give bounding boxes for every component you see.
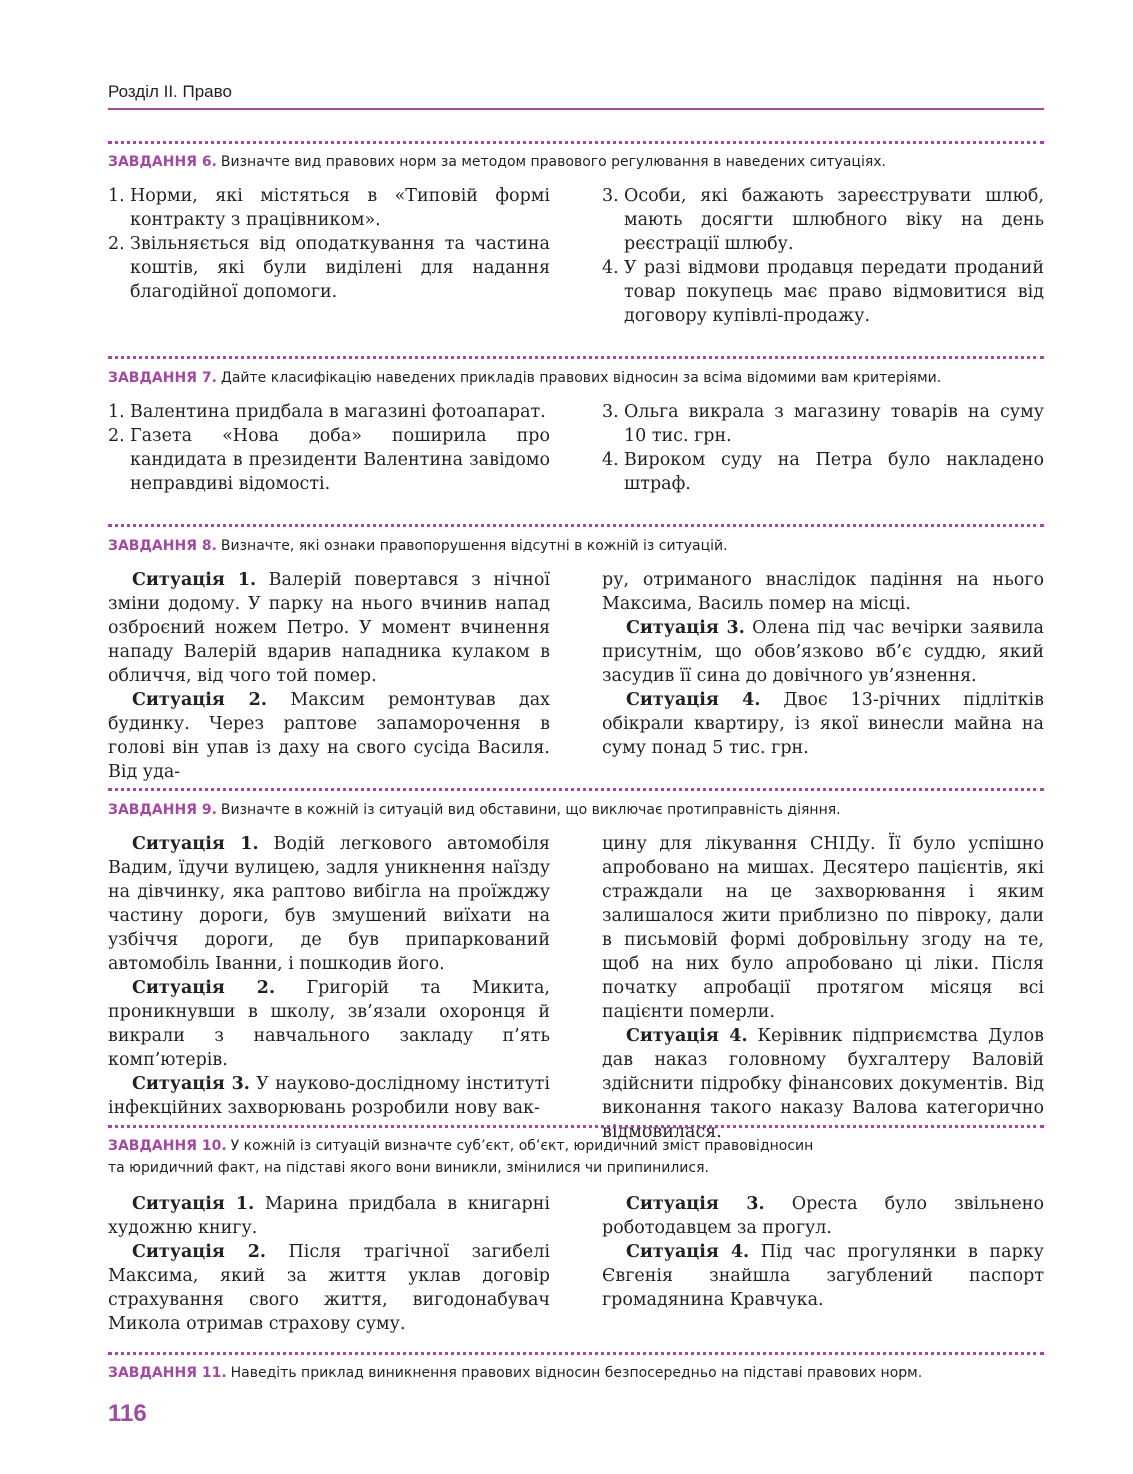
situation-3: Ситуація 3. Ореста було звільнено роботодавцем за прогул.: [602, 1194, 1044, 1238]
dotted-separator: [108, 788, 1044, 791]
task-8-right-column: [602, 568, 1044, 760]
situation-4: Ситуація 4. Керівник підприємства Дулов дав наказ головному бухгалтеру Валовій здійснити підробку фінансових документів. Від виконання такого наказу Валова категорично відмовилася.: [602, 1026, 1044, 1142]
situation-4: Ситуація 4. Двоє 13-річних підлітків обікрали квартиру, із якої винесли майна на суму понад 5 тис. грн.: [602, 690, 1044, 758]
dotted-separator: [108, 141, 1044, 144]
task-10-left-column: [108, 1192, 550, 1336]
task-text: У кожній із ситуацій визначте суб’єкт, об’єкт, юридичний зміст правовідносин: [230, 1138, 814, 1154]
situation-3: Ситуація 3. Олена під час вечірки заявила присутнім, що обов’язково вб’є суддю, який засудив її сина до довічного ув’язнення.: [602, 618, 1044, 686]
dotted-separator: [108, 1125, 1044, 1128]
situation-2: Ситуація 2. Григорій та Микита, проникнувши в школу, зв’язали охоронця й викрали з навчального закладу п’ять комп’ютерів.: [108, 978, 550, 1070]
situation-1: Ситуація 1. Валерій повертався з нічної зміни додому. У парку на нього вчинив напад озброєний ножем Петро. У момент вчинення нападу Валерій вдарив нападника кулаком в обличчя, від чого той помер.: [108, 570, 550, 686]
list-item: 3. Ольга викрала з магазину товарів на суму 10 тис. грн.: [602, 402, 1044, 446]
task-label: ЗАВДАННЯ 11.: [108, 1365, 227, 1381]
situation-2: Ситуація 2. Максим ремонтував дах будинку. Через раптове запаморочення в голові він упав із даху на свого сусіда Василя. Від уда-: [108, 690, 550, 782]
task-9-heading: [108, 799, 1044, 821]
list-item: 1. Валентина придбала в магазині фотоапарат.: [108, 402, 546, 422]
dotted-separator: [108, 356, 1044, 359]
task-9-right-column: [602, 832, 1044, 1144]
situation-1: Ситуація 1. Марина придбала в книгарні художню книгу.: [108, 1194, 550, 1238]
task-6-right-column: [602, 184, 1044, 328]
task-label: ЗАВДАННЯ 9.: [108, 802, 217, 818]
dotted-separator: [108, 524, 1044, 527]
situation-2: Ситуація 2. Після трагічної загибелі Максима, який за життя уклав договір страхування свого життя, вигодонабувач Микола отримав страхову суму.: [108, 1242, 550, 1334]
list-item: 2. Звільняється від оподаткування та частина коштів, які були виділені для надання благодійної допомоги.: [108, 234, 550, 302]
task-text: Наведіть приклад виникнення правових відносин безпосередньо на підставі правових норм.: [230, 1365, 923, 1381]
list-item: 4. У разі відмови продавця передати проданий товар покупець має право відмовитися від договору купівлі-продажу.: [602, 258, 1044, 326]
list-item: 1. Норми, які містяться в «Типовій формі контракту з працівником».: [108, 186, 550, 230]
task-text: Визначте, які ознаки правопорушення відсутні в кожній із ситуацій.: [220, 538, 728, 554]
task-label: ЗАВДАННЯ 7.: [108, 370, 217, 386]
situation-4: Ситуація 4. Під час прогулянки в парку Євгенія знайшла загублений паспорт громадянина Кравчука.: [602, 1242, 1044, 1310]
task-text: Визначте в кожній із ситуацій вид обставини, що виключає протиправність діяння.: [220, 802, 841, 818]
task-label: ЗАВДАННЯ 8.: [108, 538, 217, 554]
task-8-heading: [108, 535, 1044, 557]
task-7-left-column: [108, 400, 550, 496]
page-number: 116: [108, 1400, 147, 1427]
task-label: ЗАВДАННЯ 6.: [108, 154, 217, 170]
task-8-left-column: [108, 568, 550, 784]
task-label: ЗАВДАННЯ 10.: [108, 1138, 227, 1154]
list-item: 3. Особи, які бажають зареєструвати шлюб, мають досягти шлюбного віку на день реєстрації шлюбу.: [602, 186, 1044, 254]
list-item: 4. Вироком суду на Петра було накладено штраф.: [602, 450, 1044, 494]
task-6-heading: [108, 151, 1044, 173]
task-text-line-2: та юридичний факт, на підставі якого вони виникли, змінилися чи припинилися.: [108, 1160, 709, 1176]
situation-3: Ситуація 3. У науково-дослідному інституті інфекційних захворювань розробили нову вак-: [108, 1074, 550, 1118]
situation-3-continued: цину для лікування СНІДу. Її було успішно апробовано на мишах. Десятеро пацієнтів, які страждали на це захворювання і яким залишалося жити приблизно по півроку, дали в письмовій формі добровільну згоду на те, щоб на них було апробовано ці ліки. Після початку апробації протягом місяця всі пацієнти померли.: [602, 834, 1044, 1022]
task-text: Дайте класифікацію наведених прикладів правових відносин за всіма відомими вам критеріями.: [220, 370, 942, 386]
list-item: 2. Газета «Нова доба» поширила про кандидата в президенти Валентина завідомо неправдиві відомості.: [108, 426, 550, 494]
task-10-heading: [108, 1135, 1044, 1179]
task-9-left-column: [108, 832, 550, 1120]
task-7-heading: [108, 367, 1044, 389]
task-7-right-column: [602, 400, 1044, 496]
section-title: Розділ ІІ. Право: [108, 82, 232, 101]
situation-2-continued: ру, отриманого внаслідок падіння на нього Максима, Василь помер на місці.: [602, 570, 1044, 614]
task-6-left-column: [108, 184, 550, 304]
situation-1: Ситуація 1. Водій легкового автомобіля Вадим, їдучи вулицею, задля уникнення наїзду на дівчинку, яка раптово вибігла на проїжджу частину дороги, був змушений виїхати на узбіччя дороги, де був припаркований автомобіль Іванни, і пошкодив його.: [108, 834, 550, 974]
page-header: [108, 82, 1044, 110]
task-text: Визначте вид правових норм за методом правового регулювання в наведених ситуаціях.: [220, 154, 886, 170]
dotted-separator: [108, 1352, 1044, 1355]
task-11-heading: [108, 1362, 1044, 1384]
task-10-right-column: [602, 1192, 1044, 1312]
